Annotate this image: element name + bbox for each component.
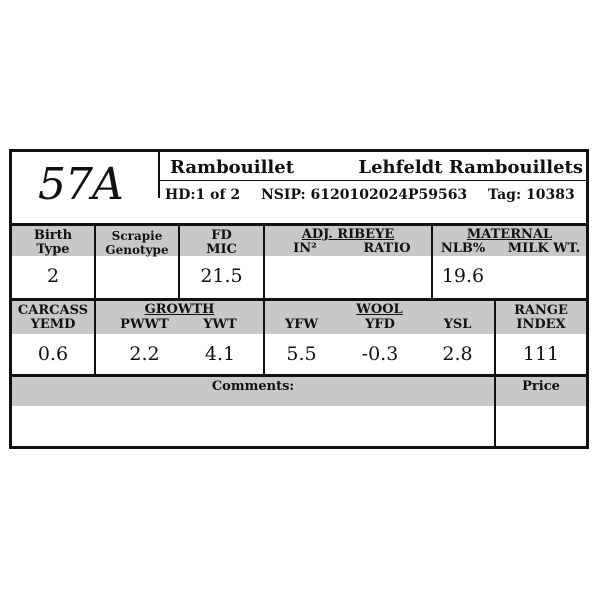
header-rule — [160, 180, 586, 181]
range-index-label: RANGE INDEX — [514, 303, 568, 332]
tag-number: Tag: 10383 — [488, 187, 575, 203]
fd-mic-label: FD MIC — [206, 228, 237, 257]
wool-yfd-value: -0.3 — [361, 343, 399, 365]
wool-title: WOOL — [356, 302, 403, 317]
wool-yfw-label: YFW — [284, 317, 319, 332]
growth-pwwt-label: PWWT — [120, 317, 169, 332]
growth-title: GROWTH — [144, 302, 215, 317]
growth-ywt-label: YWT — [203, 317, 237, 332]
wool-ysl-value: 2.8 — [442, 343, 473, 365]
sheep-lot-card — [9, 149, 589, 449]
wool-yfd-label: YFD — [365, 317, 395, 332]
birth-type-value: 2 — [46, 265, 60, 287]
wool-yfw-value: 5.5 — [286, 343, 317, 365]
fd-mic-value: 21.5 — [200, 265, 243, 287]
ribeye-in2-label: IN² — [293, 241, 317, 256]
ribeye-title: ADJ. RIBEYE — [301, 227, 395, 242]
breed-name: Rambouillet — [170, 157, 295, 178]
birth-type-label: Birth Type — [33, 228, 73, 257]
carcass-yemd-value: 0.6 — [37, 343, 69, 365]
growth-pwwt-value: 2.2 — [129, 343, 160, 365]
hd-count: HD:1 of 2 — [165, 187, 241, 203]
range-index-value: 111 — [522, 343, 560, 365]
scrapie-genotype-label: Scrapie Genotype — [105, 229, 169, 257]
lot-number: 57A — [38, 159, 123, 210]
growth-ywt-value: 4.1 — [204, 343, 236, 365]
carcass-yemd-label: CARCASS YEMD — [17, 303, 89, 332]
farm-name: Lehfeldt Rambouillets — [358, 157, 583, 178]
maternal-nlb-label: NLB% — [440, 241, 486, 256]
nsip-number: NSIP: 6120102024P59563 — [261, 187, 468, 203]
price-label: Price — [522, 379, 560, 394]
lot-divider — [158, 152, 160, 198]
maternal-milk-label: MILK WT. — [507, 241, 581, 256]
comments-label: Comments: — [211, 379, 295, 394]
maternal-title: MATERNAL — [466, 227, 553, 242]
wool-ysl-label: YSL — [443, 317, 472, 332]
ribeye-ratio-label: RATIO — [363, 241, 411, 256]
maternal-nlb-value: 19.6 — [441, 265, 485, 287]
